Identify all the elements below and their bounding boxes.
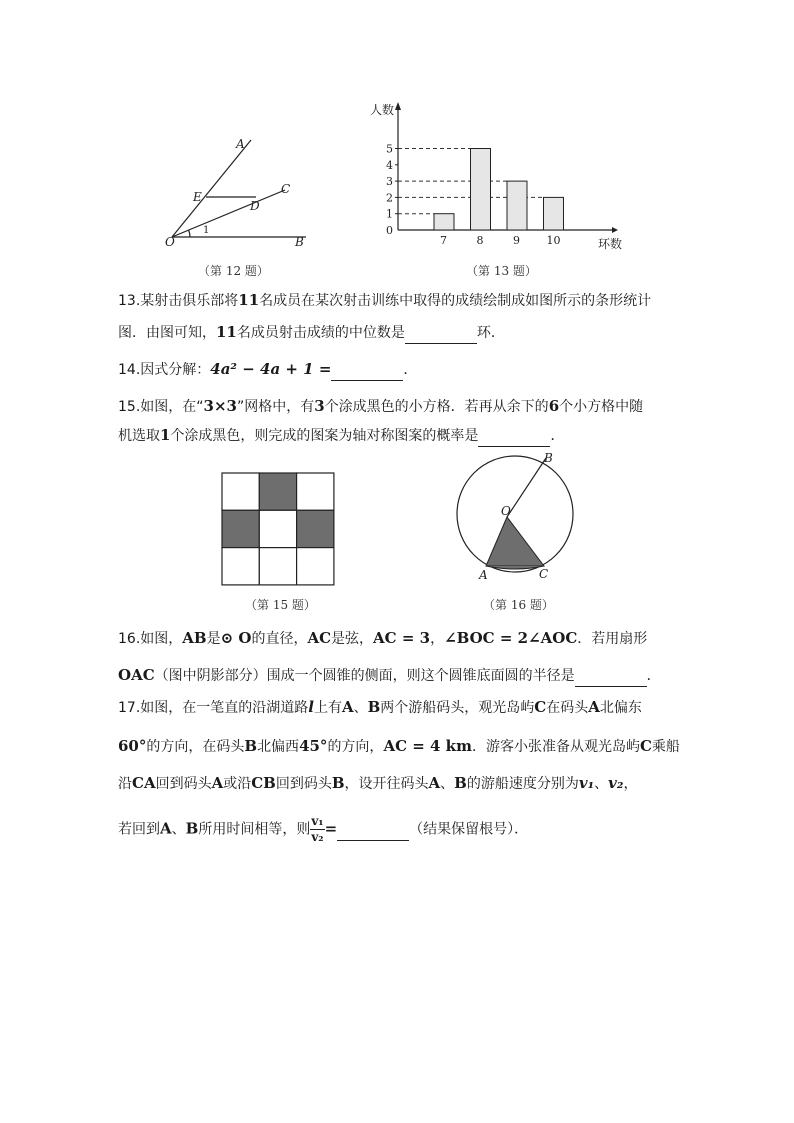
- x-tick-label: 8: [476, 234, 484, 247]
- bar-9: [507, 181, 527, 230]
- grid-cell-shaded: [259, 473, 296, 510]
- question-15-line-2: 机选取1个涂成黑色，则完成的图案为轴对称图案的概率是 ．: [118, 425, 564, 447]
- question-14-expression: 4a² − 4a + 1 =: [210, 360, 332, 378]
- answer-blank-13[interactable]: [405, 327, 477, 344]
- question-16-line-1: 16.如图，AB是⊙ O的直径，AC是弦，AC = 3，∠BOC = 2∠AOC．若用扇形: [118, 629, 648, 647]
- chart-ylabel: 人数: [370, 103, 395, 117]
- answer-blank-17[interactable]: [337, 824, 409, 841]
- y-tick-label: 5: [386, 142, 393, 156]
- question-16-line-2: OAC（图中阴影部分）围成一个圆锥的侧面，则这个圆锥底面圆的半径是 ．: [118, 665, 661, 687]
- y-axis-arrow: [395, 102, 401, 110]
- figure-13-bar-chart: [360, 96, 635, 256]
- answer-blank-15[interactable]: [478, 430, 550, 447]
- grid-cell: [297, 548, 334, 585]
- question-17-line-4: 若回到A、B所用时间相等，则 $\frac{\text{v₁}}{\text{v₂}}$ = （结果保留根号）．: [118, 814, 529, 844]
- angle-1-arc: [189, 230, 190, 237]
- answer-blank-16[interactable]: [575, 670, 647, 687]
- label-O: O: [165, 235, 175, 249]
- bar-10: [544, 197, 564, 230]
- grid-cell: [222, 548, 259, 585]
- label-C: C: [539, 567, 549, 581]
- question-17-line-2: 60°的方向，在码头B北偏西45°的方向，AC = 4 km．游客小张准备从观光岛屿C乘船: [118, 737, 680, 755]
- label-D: D: [250, 199, 260, 213]
- y-tick-label: 3: [386, 175, 393, 189]
- question-17-line-1: 17.如图，在一笔直的沿湖道路l上有A、B两个游船码头，观光岛屿C在码头A北偏东: [118, 698, 642, 716]
- chart-bars: [434, 149, 564, 231]
- ray-OA: [172, 140, 251, 237]
- x-axis-arrow: [612, 227, 618, 233]
- label-E: E: [193, 190, 202, 204]
- y-tick-label: 1: [386, 207, 393, 221]
- grid-cell: [259, 548, 296, 585]
- y-tick-label: 2: [386, 191, 393, 205]
- answer-blank-14[interactable]: [331, 364, 403, 381]
- label-O: O: [501, 504, 511, 518]
- grid-cell-shaded: [222, 510, 259, 547]
- fraction-v1-over-v2: $\frac{\text{v₁}}{\text{v₂}}$: [311, 814, 324, 844]
- y-tick-label: 0: [386, 224, 393, 237]
- label-C: C: [281, 182, 291, 196]
- label-angle-1: 1: [203, 225, 210, 236]
- x-tick-label: 7: [440, 234, 447, 247]
- grid-cell: [259, 510, 296, 547]
- label-A: A: [479, 568, 488, 582]
- question-17-line-3: 沿CA回到码头A或沿CB回到码头B，设开往码头A、B的游船速度分别为v₁、v₂，: [118, 774, 638, 792]
- shaded-sector-OAC: [486, 517, 544, 566]
- figure-12-caption: （第 12 题）: [198, 264, 269, 278]
- x-tick-label: 10: [546, 234, 561, 247]
- grid-cell: [222, 473, 259, 510]
- label-B: B: [544, 451, 553, 465]
- figure-16-circle: [450, 446, 580, 586]
- figure-13-caption: （第 13 题）: [466, 264, 537, 278]
- grid-cell: [297, 473, 334, 510]
- figure-12: [160, 128, 320, 253]
- y-tick-label: 4: [386, 158, 393, 172]
- figure-16-caption: （第 16 题）: [483, 598, 554, 612]
- chart-xlabel: 环数: [598, 237, 623, 251]
- figure-15-caption: （第 15 题）: [245, 598, 316, 612]
- question-15-line-1: 15.如图，在“3×3”网格中，有3个涂成黑色的小方格．若再从余下的6个小方格中随: [118, 397, 644, 415]
- bar-7: [434, 214, 454, 230]
- radius-OB: [507, 458, 546, 517]
- x-tick-label: 9: [513, 234, 520, 247]
- question-14: 14.因式分解：4a² − 4a + 1 = ．: [118, 359, 417, 381]
- bar-8: [471, 149, 491, 231]
- grid-cell-shaded: [297, 510, 334, 547]
- question-13-line-2: 图．由图可知，11名成员射击成绩的中位数是 环．: [118, 322, 505, 344]
- label-A: A: [236, 137, 245, 151]
- label-B: B: [295, 235, 304, 249]
- figure-15-grid: [221, 472, 336, 587]
- question-13-line-1: 13.某射击俱乐部将11名成员在某次射击训练中取得的成绩绘制成如图所示的条形统计: [118, 291, 652, 309]
